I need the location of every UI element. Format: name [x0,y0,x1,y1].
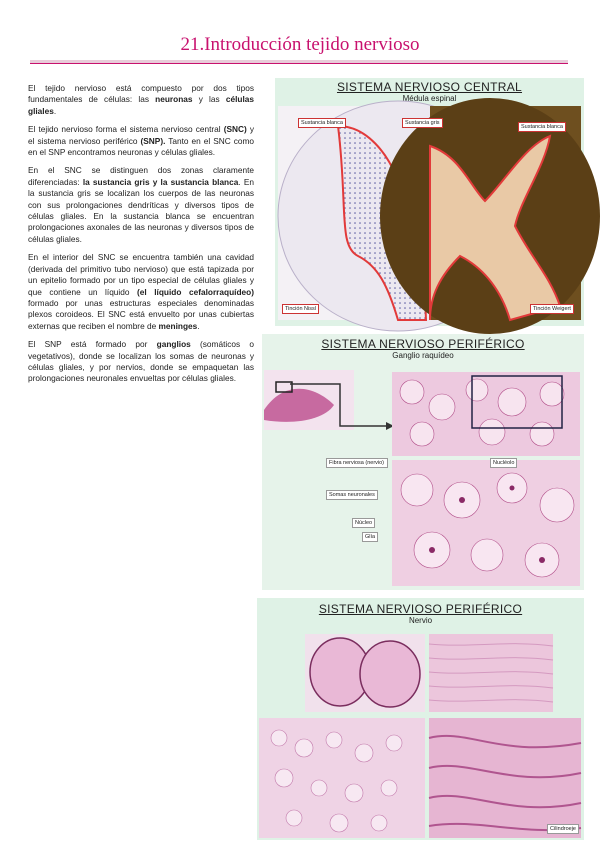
text-bold: meninges [158,320,198,331]
paragraph-4 [28,252,254,332]
text-run: Tanto en el SNC como en el SNP encontramos neuronas y células gliales. [28,135,254,158]
nerve-cross-section-image [305,634,425,712]
nerve-longitudinal-image [429,634,553,712]
paragraph-5 [28,339,254,385]
figure-snc-medula [275,78,584,326]
nerve-fascicle-detail-image [259,718,425,838]
label-glia: Glía [362,532,378,542]
figure-heading: SISTEMA NERVIOSO CENTRAL [336,80,523,94]
label-sustancia-blanca-right: Sustancia blanca [518,122,566,132]
label-nucleo: Núcleo [352,518,375,528]
text-bold: ganglios [156,339,191,350]
figure-snp-nervio [257,598,584,840]
text-run: El tejido nervioso está compuesto por dos tipos fundamentales de células: las [28,83,254,105]
label-tincion-weigert: Tinción Weigert [530,304,574,314]
ganglion-detail-image [392,372,580,456]
title-divider [30,60,568,64]
label-somas-neuronales: Somas neuronales [326,490,378,500]
text-run: . [53,105,57,116]
text-run: En el SNC se distinguen dos zonas claramente diferenciadas: [28,165,254,187]
connector-arrow [290,382,400,432]
label-nucleolo: Nucléolo [490,458,517,468]
figure-subheading: Médula espinal [402,94,457,103]
label-cilindroeje: Cilindroeje [547,824,579,834]
paragraph-1 [28,83,254,117]
text-run: y las [192,94,226,105]
text-run: En el interior del SNC se encuentra también una cavidad (derivada del primitivo tubo nervioso) que está tapizada por un epitelio formado por un tipo especial de células gliales y que contiene un líquido [28,252,254,297]
neuronal-somas-image [392,460,580,586]
figure-snp-ganglio [262,334,584,590]
label-fibra-nerviosa: Fibra nerviosa (nervio) [326,458,388,468]
text-run: (somáticos o vegetativos), donde se localizan los somas de neuronas y células gliales, y por nervios, donde se empaquetan las prolongaciones neuronales envueltas por células gliales. [28,339,254,384]
text-bold: neuronas [155,94,193,105]
text-run: . En la sustancia gris se localizan los cuerpos de las neuronas con sus prolongaciones dendríticas y diversos tipos de células gliales. En la sustancia blanca se encuentran prolongaciones axonales de las neuronas y diversos tipos de células gliales. [28,176,254,244]
label-tincion-nissl: Tinción Nissl [282,304,319,314]
figure-heading: SISTEMA NERVIOSO PERIFÉRICO [318,602,523,616]
text-bold: la sustancia gris y la sustancia blanca [82,176,239,187]
histology-weigert-image [405,106,581,320]
text-run: formado por unas estructuras especiales denominadas plexos coroideos. El SNC está envuelto por unas cubiertas externas que reciben el nombre de [28,297,254,331]
body-text [28,83,254,392]
paragraph-2 [28,124,254,158]
label-sustancia-gris: Sustancia gris [402,118,443,128]
text-run: . [197,320,200,331]
label-sustancia-blanca-left: Sustancia blanca [298,118,346,128]
figure-subheading: Nervio [408,616,433,625]
page-title: 21.Introducción tejido nervioso [180,34,420,55]
paragraph-3 [28,165,254,245]
figure-heading: SISTEMA NERVIOSO PERIFÉRICO [321,337,525,351]
text-run: El SNP está formado por [28,339,157,350]
text-run: y el sistema nervioso periférico [28,124,254,146]
nerve-fibers-detail-image [429,718,581,838]
text-bold: (SNC) [223,124,247,135]
text-bold: (el líquido cefalorraquídeo) [137,286,254,297]
figure-subheading: Ganglio raquídeo [392,351,454,360]
text-bold: (SNP). [140,135,166,146]
text-run: El tejido nervioso forma el sistema nervioso central [28,124,224,135]
text-bold: células gliales [28,94,255,116]
